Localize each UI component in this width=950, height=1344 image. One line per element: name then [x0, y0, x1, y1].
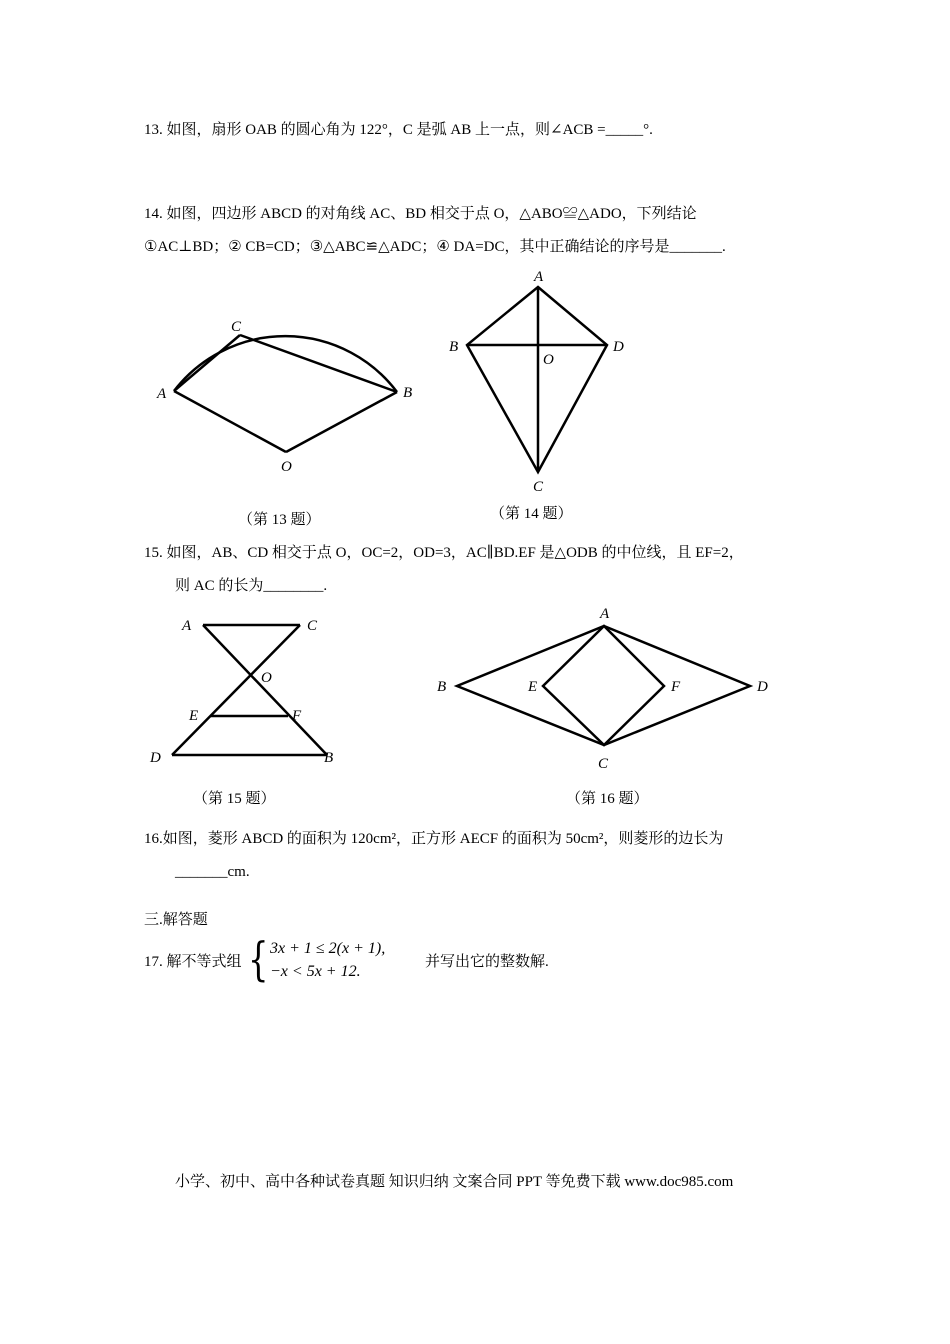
page-footer: 小学、初中、高中各种试卷真题 知识归纳 文案合同 PPT 等免费下载 www.doc985.com — [175, 1174, 734, 1190]
fig13-label-a: A — [157, 386, 167, 402]
figure-14-caption: （第 14 题） — [490, 506, 573, 522]
fig15-label-c: C — [307, 618, 318, 634]
inequality-2: −x < 5x + 12. — [270, 963, 361, 980]
figure-16-caption: （第 16 题） — [566, 791, 649, 807]
fig14-label-c: C — [533, 479, 544, 495]
fig15-label-e: E — [189, 708, 199, 724]
fig16-rhombus-abcd — [457, 626, 750, 745]
fig13-label-c: C — [231, 319, 242, 335]
question-17-suffix: 并写出它的整数解. — [425, 954, 549, 970]
question-13-text: 13. 如图，扇形 OAB 的圆心角为 122°，C 是弧 AB 上一点，则∠ACB =_____°. — [144, 122, 653, 138]
fig14-label-o: O — [543, 352, 554, 368]
fig15-label-f: F — [292, 708, 302, 724]
fig16-label-c: C — [598, 756, 609, 772]
fig14-label-a: A — [534, 269, 544, 285]
inequality-1: 3x + 1 ≤ 2(x + 1), — [270, 940, 386, 957]
question-16-line-1: 16.如图，菱形 ABCD 的面积为 120cm²，正方形 AECF 的面积为 50cm²，则菱形的边长为 — [144, 831, 724, 847]
question-15-line-2: 则 AC 的长为________. — [175, 578, 328, 594]
fig16-label-b: B — [437, 679, 447, 695]
fig14-label-b: B — [449, 339, 459, 355]
fig15-label-d: D — [150, 750, 161, 766]
fig15-label-a: A — [182, 618, 192, 634]
fig13-label-b: B — [403, 385, 413, 401]
system-brace: { — [248, 932, 269, 986]
fig15-label-o: O — [261, 670, 272, 686]
figure-15-caption: （第 15 题） — [193, 791, 276, 807]
question-17-prefix: 17. 解不等式组 — [144, 954, 242, 970]
fig16-label-e: E — [528, 679, 538, 695]
question-14-line-2: ①AC⊥BD；② CB=CD；③△ABC≌△ADC；④ DA=DC，其中正确结论的序号是_______. — [144, 239, 726, 255]
fig13-label-o: O — [281, 459, 292, 475]
fig16-label-a: A — [600, 606, 610, 622]
fig14-label-d: D — [613, 339, 624, 355]
fig16-label-f: F — [671, 679, 681, 695]
fig16-label-d: D — [757, 679, 768, 695]
fig15-label-b: B — [324, 750, 334, 766]
section-heading: 三.解答题 — [144, 912, 208, 928]
question-16-line-2: _______cm. — [175, 864, 250, 880]
figure-13-caption: （第 13 题） — [238, 512, 321, 528]
question-15-line-1: 15. 如图，AB、CD 相交于点 O，OC=2，OD=3，AC∥BD.EF 是△ODB 的中位线，且 EF=2， — [144, 545, 744, 561]
question-14-line-1: 14. 如图，四边形 ABCD 的对角线 AC、BD 相交于点 O，△ABO≌△ADO，下列结论 — [144, 206, 697, 222]
